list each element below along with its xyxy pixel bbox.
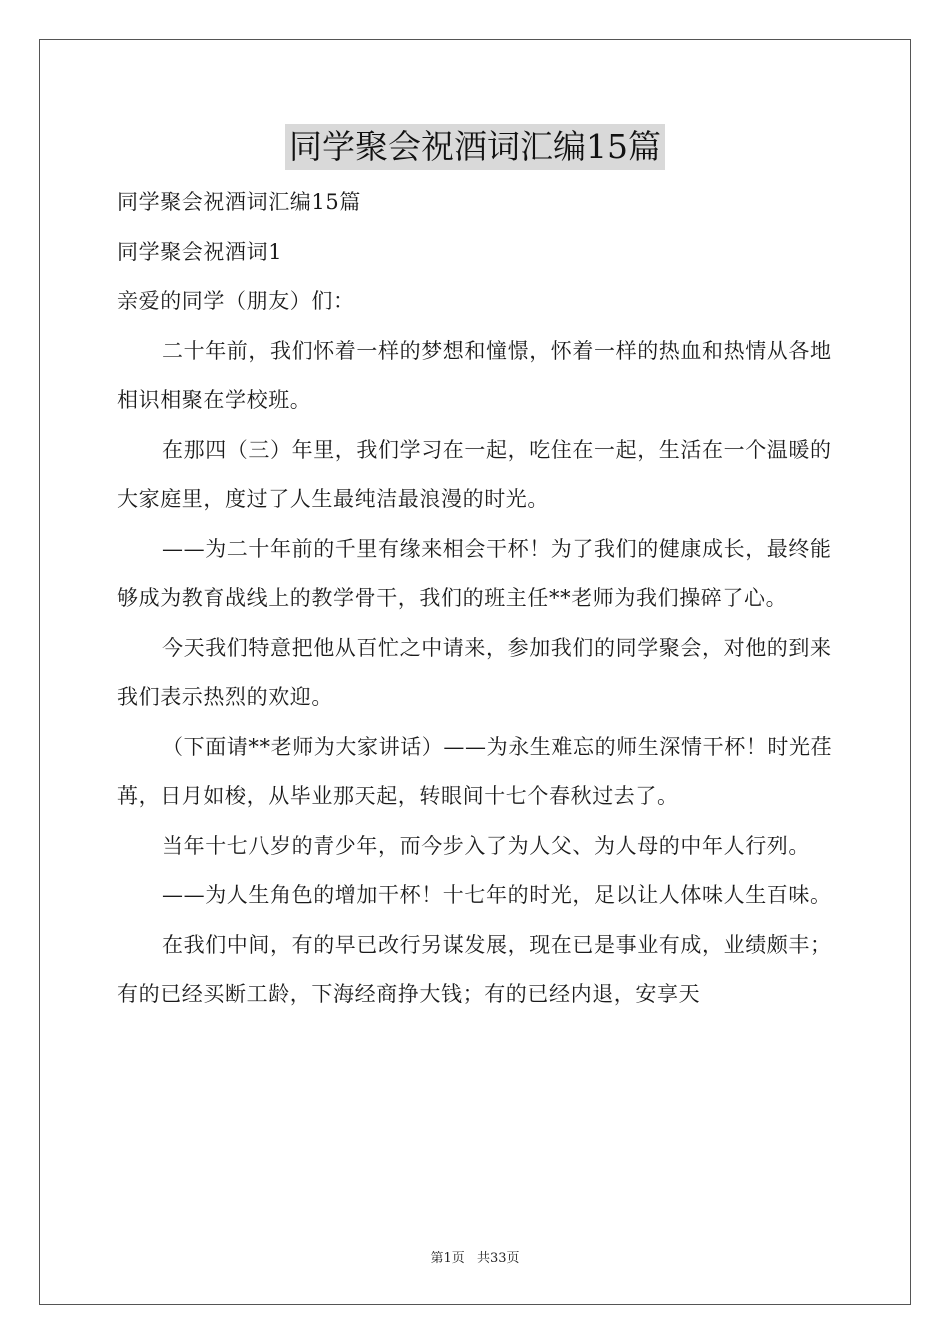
paragraph: （下面请**老师为大家讲话）——为永生难忘的师生深情干杯！时光荏苒，日月如梭，从毕业那天起，转眼间十七个春秋过去了。 [117, 734, 833, 808]
document-title: 同学聚会祝酒词汇编15篇 [285, 124, 665, 170]
paragraph: 同学聚会祝酒词1 [117, 239, 283, 264]
page-number: 第1页 [430, 1251, 465, 1266]
paragraph: 二十年前，我们怀着一样的梦想和憧憬，怀着一样的热血和热情从各地相识相聚在学校班。 [117, 338, 832, 412]
document-body [117, 178, 833, 1020]
paragraph: 今天我们特意把他从百忙之中请来，参加我们的同学聚会，对他的到来我们表示热烈的欢迎。 [117, 635, 832, 709]
paragraph: 在那四（三）年里，我们学习在一起，吃住在一起，生活在一个温暖的大家庭里，度过了人生最纯洁最浪漫的时光。 [117, 437, 832, 511]
paragraph: ——为人生角色的增加干杯！十七年的时光，足以让人体味人生百味。 [162, 883, 832, 907]
page-footer [0, 1247, 950, 1266]
paragraph: 同学聚会祝酒词汇编15篇 [117, 190, 361, 214]
paragraph: ——为二十年前的千里有缘来相会干杯！为了我们的健康成长，最终能够成为教育战线上的教学骨干，我们的班主任**老师为我们操碎了心。 [117, 536, 832, 610]
page-total: 共33页 [476, 1251, 520, 1266]
title-area [0, 124, 950, 170]
paragraph: 亲爱的同学（朋友）们： [117, 289, 355, 313]
paragraph: 当年十七八岁的青少年，而今步入了为人父、为人母的中年人行列。 [162, 833, 810, 858]
paragraph: 在我们中间，有的早已改行另谋发展，现在已是事业有成，业绩颇丰；有的已经买断工龄，下海经商挣大钱；有的已经内退，安享天 [117, 932, 832, 1006]
